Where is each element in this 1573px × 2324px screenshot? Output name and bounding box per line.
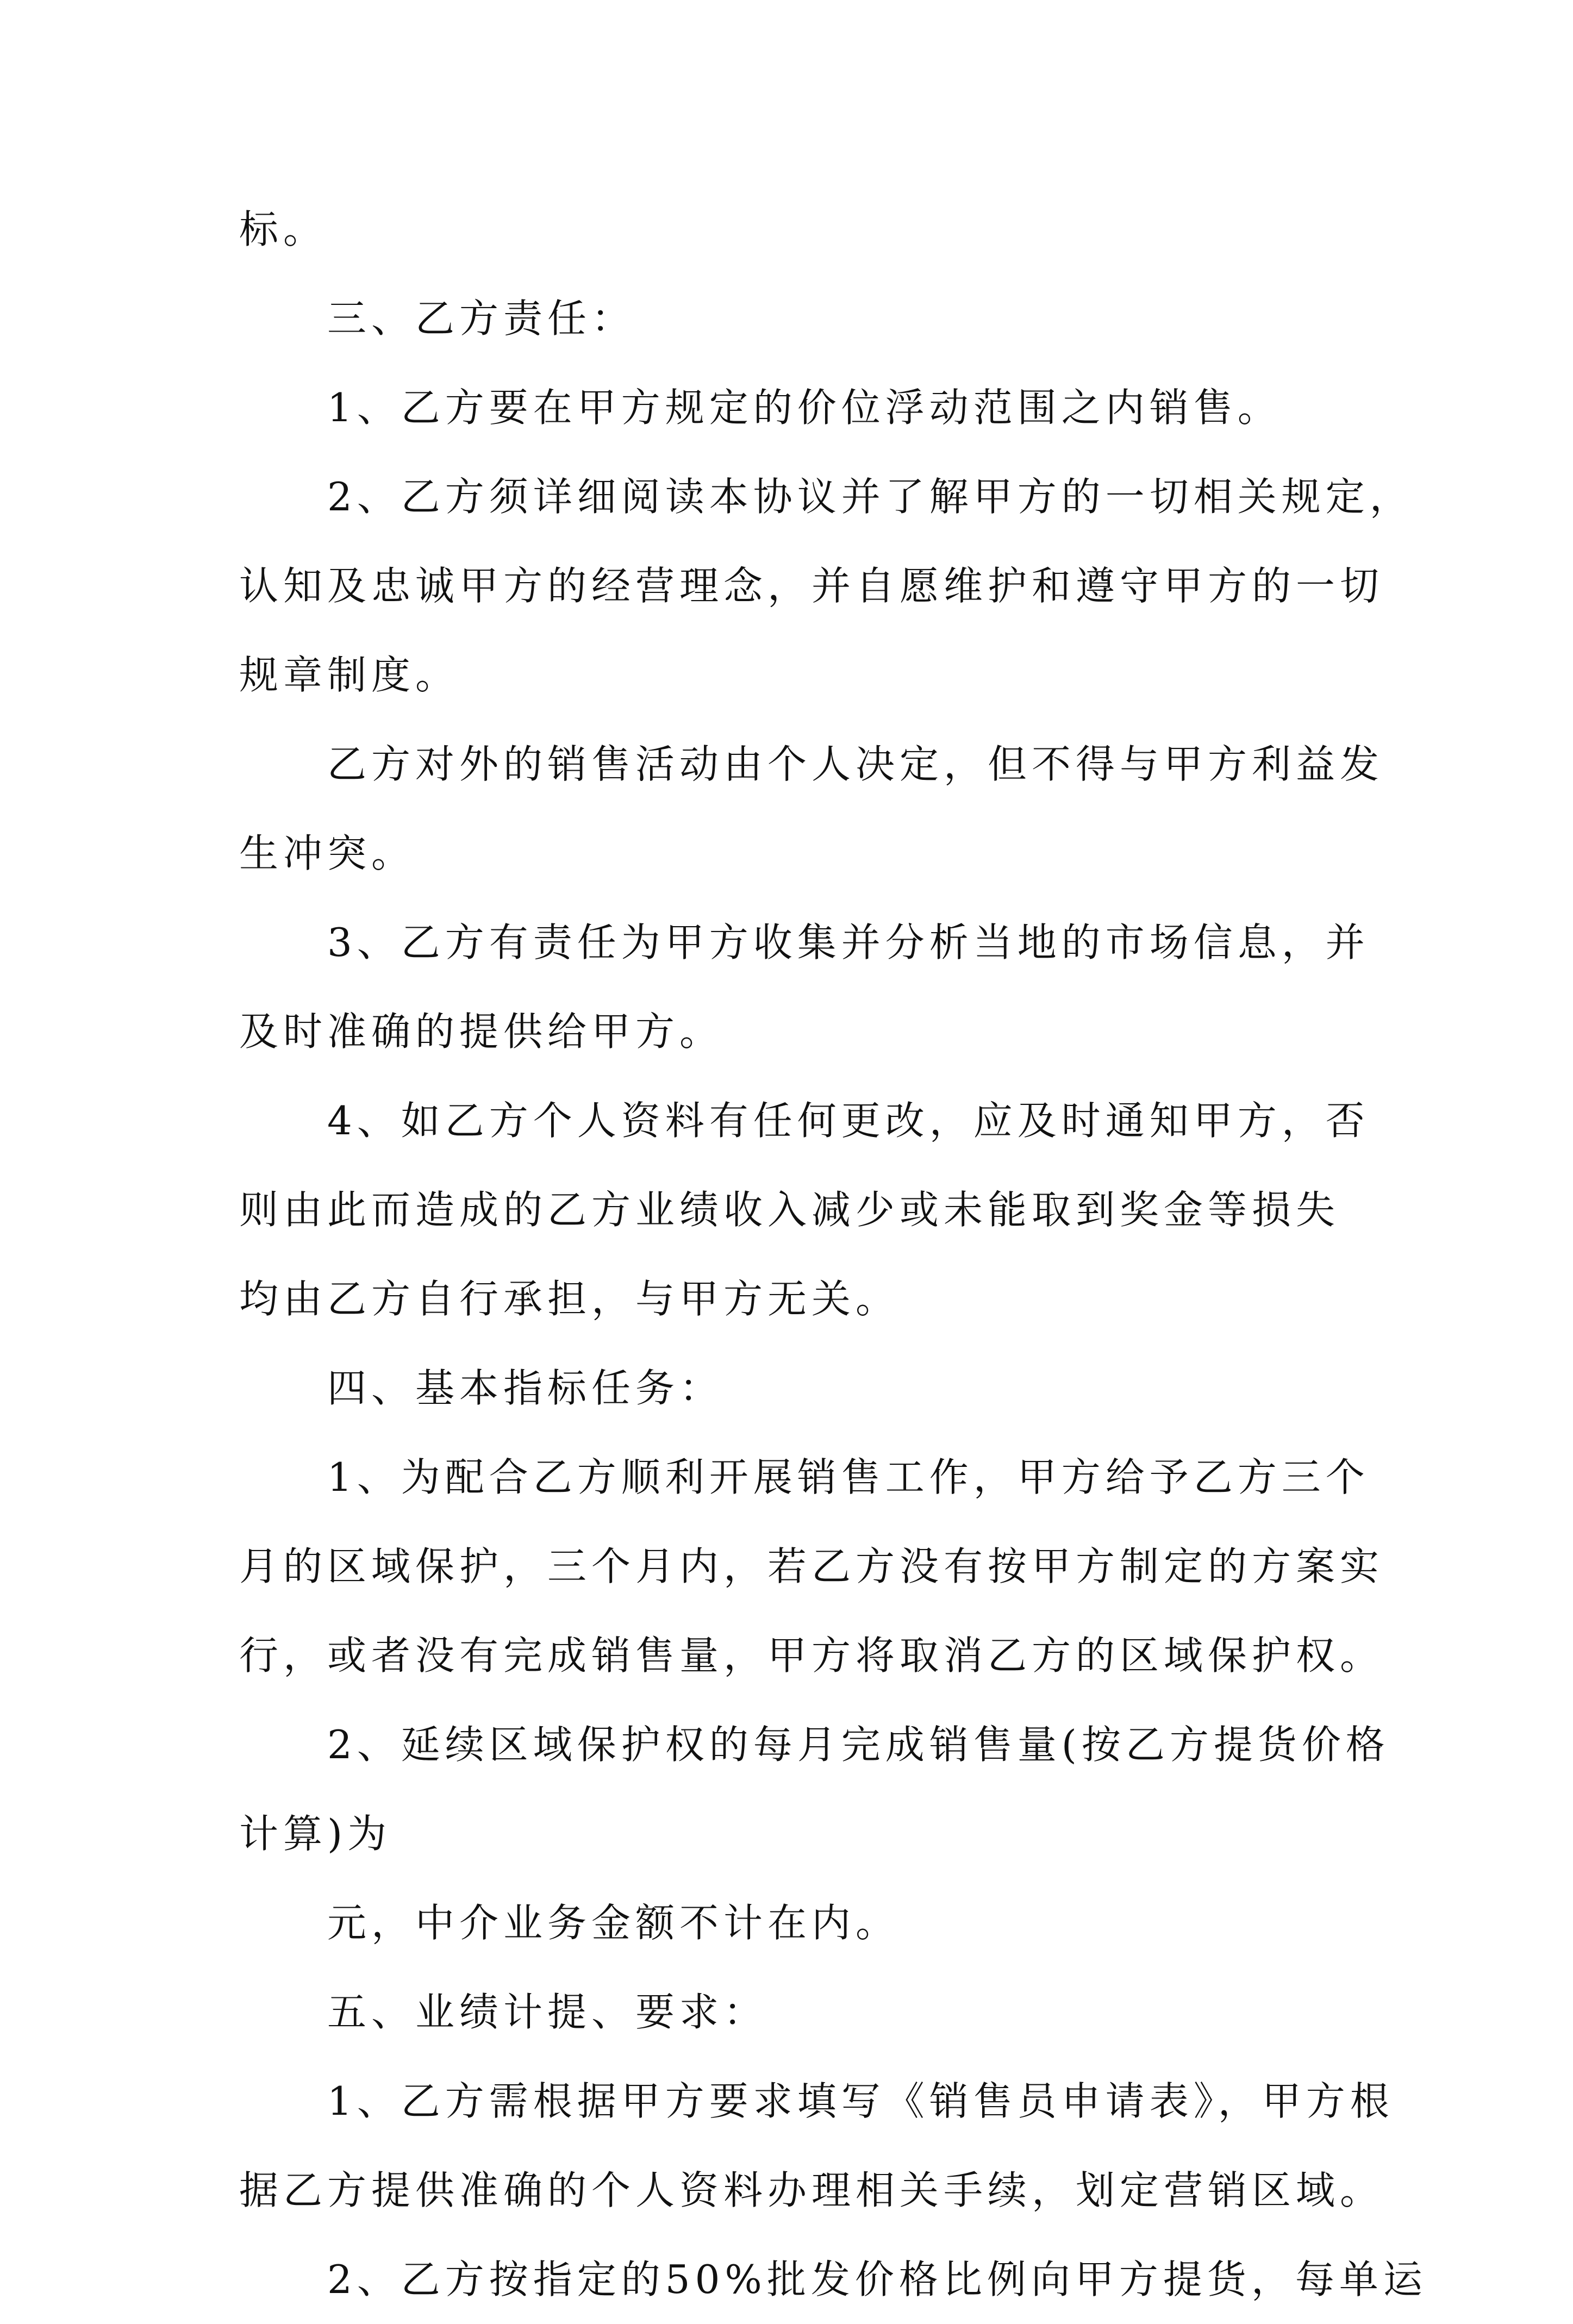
text-line-12: 则由此而造成的乙方业绩收入减少或未能取到奖金等损失 xyxy=(239,1187,1340,1233)
text-line-20: 元，中介业务金额不计在内。 xyxy=(327,1900,900,1946)
document-body xyxy=(239,185,1427,2324)
text-line-8: 生冲突。 xyxy=(239,830,416,876)
section-heading-4: 四、基本指标任务： xyxy=(327,1365,724,1411)
text-line-11: 4、如乙方个人资料有任何更改，应及时通知甲方，否 xyxy=(327,1098,1370,1144)
section-heading-3: 三、乙方责任： xyxy=(327,296,636,341)
text-line-16: 月的区域保护，三个月内，若乙方没有按甲方制定的方案实 xyxy=(239,1544,1384,1589)
section-heading-5: 五、业绩计提、要求： xyxy=(327,1989,768,2035)
text-line-1: 标。 xyxy=(239,207,328,252)
text-line-10: 及时准确的提供给甲方。 xyxy=(239,1009,724,1054)
text-line-24: 2、乙方按指定的50%批发价格比例向甲方提货，每单运 xyxy=(327,2257,1427,2302)
text-line-6: 规章制度。 xyxy=(239,652,460,698)
text-line-15: 1、为配合乙方顺利开展销售工作，甲方给予乙方三个 xyxy=(327,1454,1370,1500)
text-line-5: 认知及忠诚甲方的经营理念，并自愿维护和遵守甲方的一切 xyxy=(239,563,1384,609)
text-line-22: 1、乙方需根据甲方要求填写《销售员申请表》，甲方根 xyxy=(327,2078,1394,2124)
text-line-9: 3、乙方有责任为甲方收集并分析当地的市场信息，并 xyxy=(327,920,1370,965)
text-line-23: 据乙方提供准确的个人资料办理相关手续，划定营销区域。 xyxy=(239,2167,1384,2213)
text-line-17: 行，或者没有完成销售量，甲方将取消乙方的区域保护权。 xyxy=(239,1633,1384,1678)
text-line-13: 均由乙方自行承担，与甲方无关。 xyxy=(239,1276,900,1322)
text-line-3: 1、乙方要在甲方规定的价位浮动范围之内销售。 xyxy=(327,385,1282,430)
text-line-19: 计算)为 xyxy=(239,1811,392,1857)
text-line-7: 乙方对外的销售活动由个人决定，但不得与甲方利益发 xyxy=(327,741,1384,787)
text-line-18: 2、延续区域保护权的每月完成销售量(按乙方提货价格 xyxy=(327,1722,1390,1767)
text-line-4: 2、乙方须详细阅读本协议并了解甲方的一切相关规定， xyxy=(327,474,1414,520)
